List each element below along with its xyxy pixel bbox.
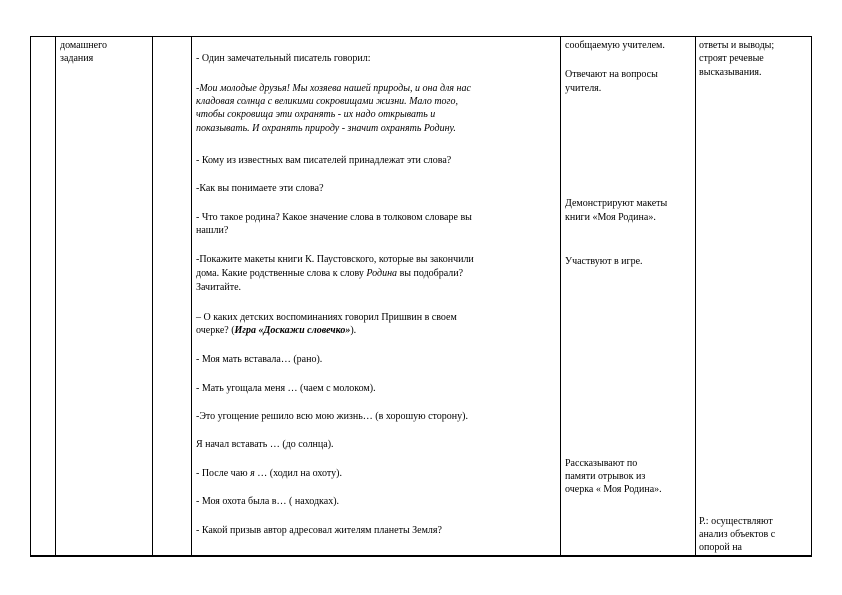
sentence-5-italic: я xyxy=(250,468,255,479)
quote-line-4: показывать. И охранять природу - значит охранять Родину. xyxy=(196,123,456,134)
student-text-3-line-2: книги «Моя Родина». xyxy=(565,212,656,223)
student-text-2-line-1: Отвечают на вопросы xyxy=(565,69,658,80)
sentence-6: - Моя охота была в… ( находках). xyxy=(196,496,340,507)
task-books-line-3: Зачитайте. xyxy=(196,282,242,293)
sentence-5-end: … (ходил на охоту). xyxy=(254,468,342,479)
question-rodina-line-1: - Что такое родина? Какое значение слова в толковом словаре вы xyxy=(196,212,472,223)
quote-line-1: -Мои молодые друзья! Мы хозяева нашей природы, и она для нас xyxy=(196,83,471,94)
question-memories-line-2-end: ). xyxy=(350,325,357,336)
table-column-border-2 xyxy=(55,36,56,556)
stage-text-line-2: задания xyxy=(60,53,94,64)
task-books-line-2-end: вы подобрали? xyxy=(397,268,464,279)
sentence-5 xyxy=(196,467,342,480)
word-rodina: Родина xyxy=(366,268,398,279)
sentence-1: - Моя мать вставала… (рано). xyxy=(196,354,323,365)
teacher-intro: - Один замечательный писатель говорил: xyxy=(196,53,371,64)
student-text-4: Участвуют в игре. xyxy=(565,256,643,267)
stage-text-line-1: домашнего xyxy=(60,40,107,51)
question-meaning: -Как вы понимаете эти слова? xyxy=(196,183,324,194)
game-title: Игра «Доскажи словечко» xyxy=(234,325,351,336)
student-text-5-line-3: очерка « Моя Родина». xyxy=(565,484,662,495)
quote-line-3: чтобы сокровища эти охранять - их надо открывать и xyxy=(196,109,436,120)
task-books-line-2-start: дома. Какие родственные слова к слову xyxy=(196,268,367,279)
table-column-border-5 xyxy=(560,36,561,556)
student-text-5-line-1: Рассказывают по xyxy=(565,458,638,469)
task-books-line-1: -Покажите макеты книги К. Паустовского, которые вы закончили xyxy=(196,254,474,265)
question-rodina-line-2: нашли? xyxy=(196,225,229,236)
uud-text-1-line-1: ответы и выводы; xyxy=(699,40,775,51)
question-author: - Кому из известных вам писателей принадлежат эти слова? xyxy=(196,155,452,166)
question-memories-line-2 xyxy=(196,324,356,337)
uud-text-1-line-2: строят речевые xyxy=(699,53,764,64)
uud-text-2-line-1: Р.: осуществляют xyxy=(699,516,773,527)
table-column-border-6 xyxy=(695,36,696,556)
sentence-4: Я начал вставать … (до солнца). xyxy=(196,439,334,450)
uud-text-1-line-3: высказывания. xyxy=(699,67,762,78)
student-text-2-line-2: учителя. xyxy=(565,83,602,94)
table-column-border-4 xyxy=(191,36,192,556)
sentence-5-start: - После чаю xyxy=(196,468,251,479)
question-appeal: - Какой призыв автор адресовал жителям планеты Земля? xyxy=(196,525,442,536)
question-memories-line-1: – О каких детских воспоминаниях говорил Пришвин в своем xyxy=(196,312,457,323)
sentence-3: -Это угощение решило всю мою жизнь… (в хорошую сторону). xyxy=(196,411,468,422)
quote-line-2: кладовая солнца с великими сокровищами жизни. Мало того, xyxy=(196,96,458,107)
table-column-border-3 xyxy=(152,36,153,556)
student-text-1: сообщаемую учителем. xyxy=(565,40,665,51)
question-memories-line-2-start: очерке? ( xyxy=(196,325,235,336)
uud-text-2-line-2: анализ объектов с xyxy=(699,529,776,540)
table-column-border-1 xyxy=(30,36,31,556)
student-text-5-line-2: памяти отрывок из xyxy=(565,471,646,482)
task-books-line-2 xyxy=(196,267,463,280)
sentence-2: - Мать угощала меня … (чаем с молоком). xyxy=(196,383,376,394)
student-text-3-line-1: Демонстрируют макеты xyxy=(565,198,668,209)
table-column-border-7 xyxy=(811,36,812,556)
uud-text-2-line-3: опорой на xyxy=(699,542,742,553)
